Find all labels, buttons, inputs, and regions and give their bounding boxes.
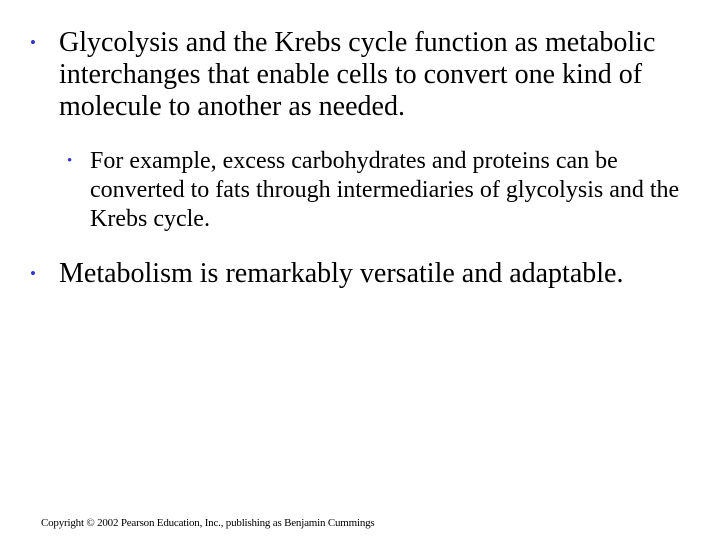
bullet-icon: • bbox=[30, 264, 36, 283]
sub-bullet-text: For example, excess carbohydrates and proteins can be converted to fats through intermediaries of glycolysis and the Krebs cycle. bbox=[90, 148, 680, 232]
bullet-text: Metabolism is remarkably versatile and adaptable. bbox=[59, 258, 624, 289]
sub-bullet-icon: • bbox=[67, 153, 73, 169]
bullet-icon: • bbox=[30, 33, 36, 52]
copyright-footer: Copyright © 2002 Pearson Education, Inc., publishing as Benjamin Cummings bbox=[41, 517, 375, 529]
bullet-text: Glycolysis and the Krebs cycle function as metabolic interchanges that enable cells to convert one kind of molecule to another as needed. bbox=[59, 27, 656, 122]
bullet-item-metabolism bbox=[30, 258, 690, 290]
bullet-item-glycolysis-krebs bbox=[30, 27, 690, 123]
sub-bullet-item-example bbox=[67, 147, 687, 234]
